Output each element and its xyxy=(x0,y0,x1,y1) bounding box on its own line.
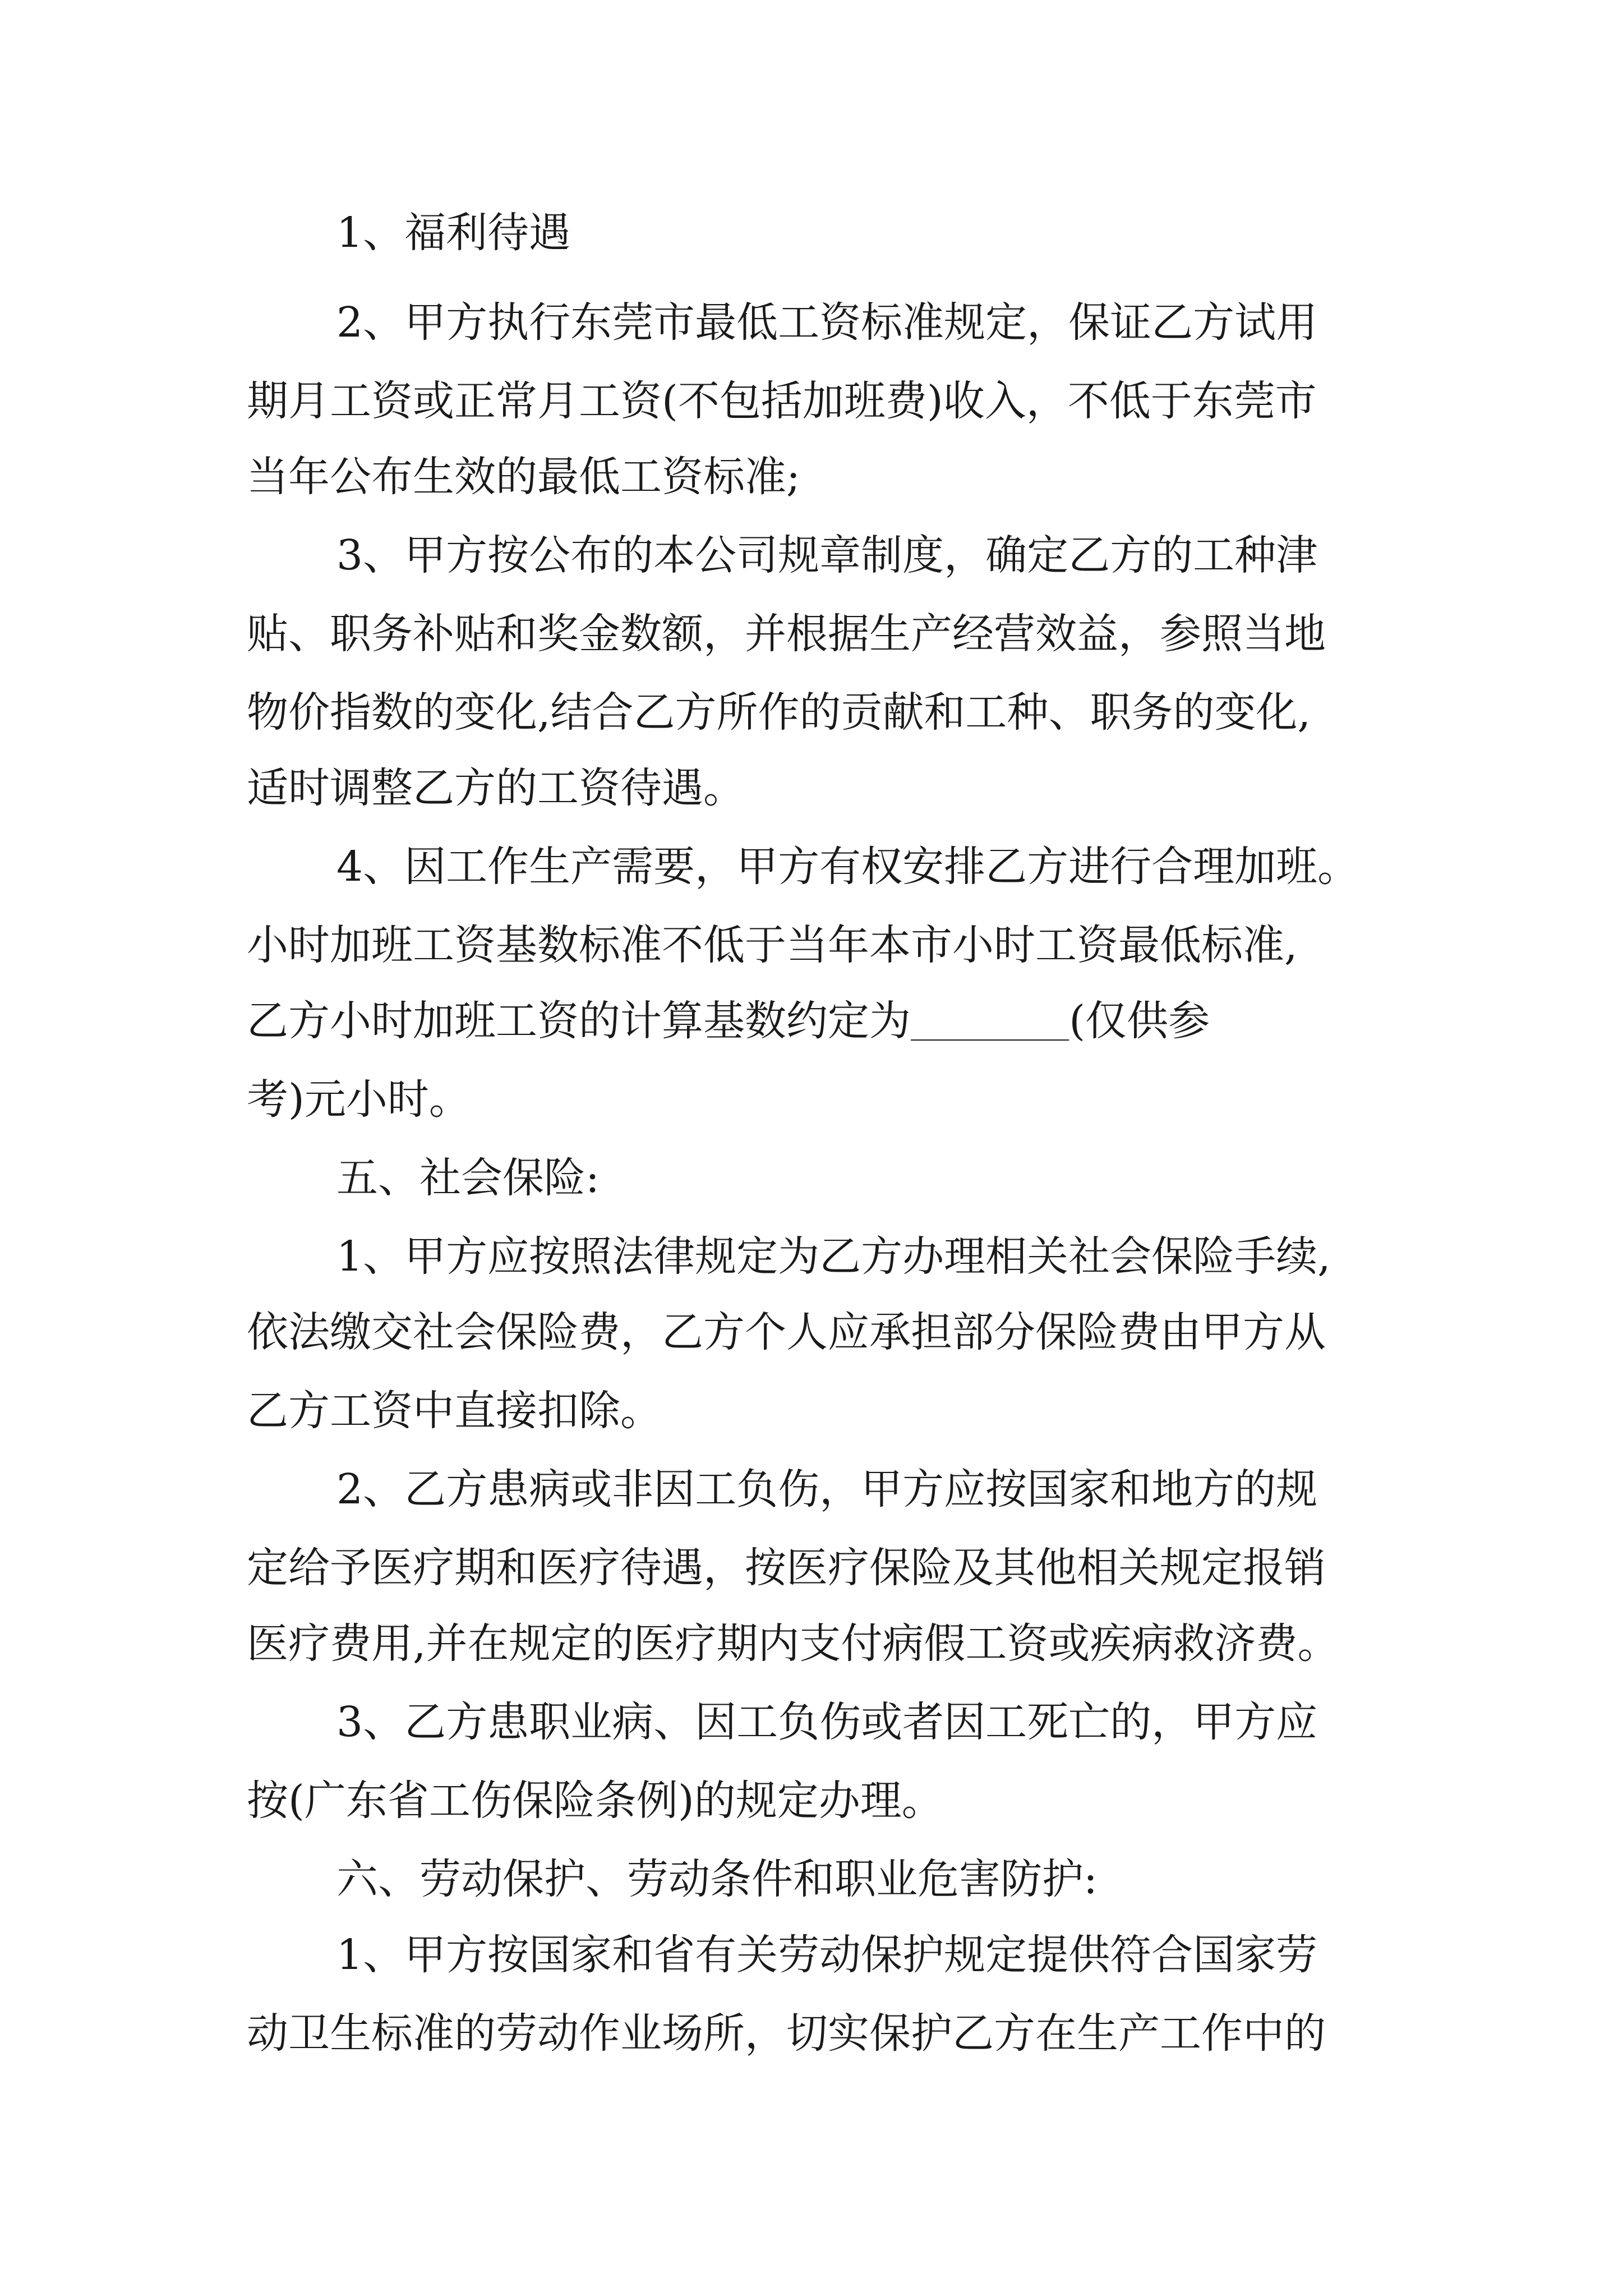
fill-in-blank xyxy=(911,997,1069,1045)
line-text: 依法缴交社会保险费，乙方个人应承担部分保险费由甲方从 xyxy=(247,1308,1326,1356)
text-line xyxy=(247,1543,1326,1593)
text-line xyxy=(247,1074,471,1125)
line-text: 当年公布生效的最低工资标准; xyxy=(247,453,800,501)
text-line xyxy=(247,996,1210,1046)
line-text: 定给予医疗期和医疗待遇，按医疗保险及其他相关规定报销 xyxy=(247,1544,1326,1592)
line-text-after-blank: (仅供参 xyxy=(1069,997,1210,1045)
line-text: 乙方小时加班工资的计算基数约定为 xyxy=(247,997,911,1045)
text-line xyxy=(336,530,1317,581)
section-heading xyxy=(336,1854,1098,1904)
text-line xyxy=(336,1697,1317,1747)
text-line xyxy=(336,1930,1317,1980)
text-line xyxy=(247,763,745,813)
line-text: 六、劳动保护、劳动条件和职业危害防护: xyxy=(336,1855,1098,1903)
line-text: 动卫生标准的劳动作业场所，切实保护乙方在生产工作中的 xyxy=(247,2009,1326,2058)
line-text: 适时调整乙方的工资待遇。 xyxy=(247,764,745,812)
text-line xyxy=(336,841,1359,892)
text-line xyxy=(247,687,1311,738)
section-heading xyxy=(336,1153,600,1203)
line-text: 医疗费用,并在规定的医疗期内支付病假工资或疾病救济费。 xyxy=(247,1619,1339,1668)
line-text: 小时加班工资基数标准不低于当年本市小时工资最低标准, xyxy=(247,921,1298,969)
text-line xyxy=(336,297,1317,348)
text-line xyxy=(336,208,570,258)
line-text: 1、甲方应按照法律规定为乙方办理相关社会保险手续, xyxy=(336,1232,1331,1281)
text-line xyxy=(247,2008,1326,2059)
line-text: 3、乙方患职业病、因工负伤或者因工死亡的，甲方应 xyxy=(336,1698,1318,1746)
line-text: 2、乙方患病或非因工负伤，甲方应按国家和地方的规 xyxy=(336,1465,1318,1513)
line-text: 贴、职务补贴和奖金数额，并根据生产经营效益，参照当地 xyxy=(247,610,1326,658)
line-text: 物价指数的变化,结合乙方所作的贡献和工种、职务的变化, xyxy=(247,688,1311,737)
text-line xyxy=(247,376,1317,426)
line-text: 期月工资或正常月工资(不包括加班费)收入，不低于东莞市 xyxy=(247,377,1317,425)
line-text: 2、甲方执行东莞市最低工资标准规定，保证乙方试用 xyxy=(336,298,1318,347)
text-line xyxy=(247,609,1326,659)
line-text: 1、甲方按国家和省有关劳动保护规定提供符合国家劳 xyxy=(336,1931,1318,1979)
text-line xyxy=(247,452,800,502)
text-line xyxy=(336,1231,1331,1282)
line-text: 3、甲方按公布的本公司规章制度，确定乙方的工种津 xyxy=(336,531,1318,579)
line-text: 五、社会保险: xyxy=(336,1154,600,1202)
text-line xyxy=(247,920,1298,970)
text-line xyxy=(247,1618,1339,1669)
text-line xyxy=(247,1386,662,1436)
text-line xyxy=(247,1307,1326,1358)
line-text: 1、福利待遇 xyxy=(336,209,571,257)
line-text: 考)元小时。 xyxy=(247,1075,471,1124)
line-text: 乙方工资中直接扣除。 xyxy=(247,1387,662,1435)
line-text: 4、因工作生产需要，甲方有权安排乙方进行合理加班。 xyxy=(336,843,1359,891)
text-line xyxy=(336,1464,1317,1515)
text-line xyxy=(247,1775,943,1826)
line-text: 按(广东省工伤保险条例)的规定办理。 xyxy=(247,1777,943,1825)
